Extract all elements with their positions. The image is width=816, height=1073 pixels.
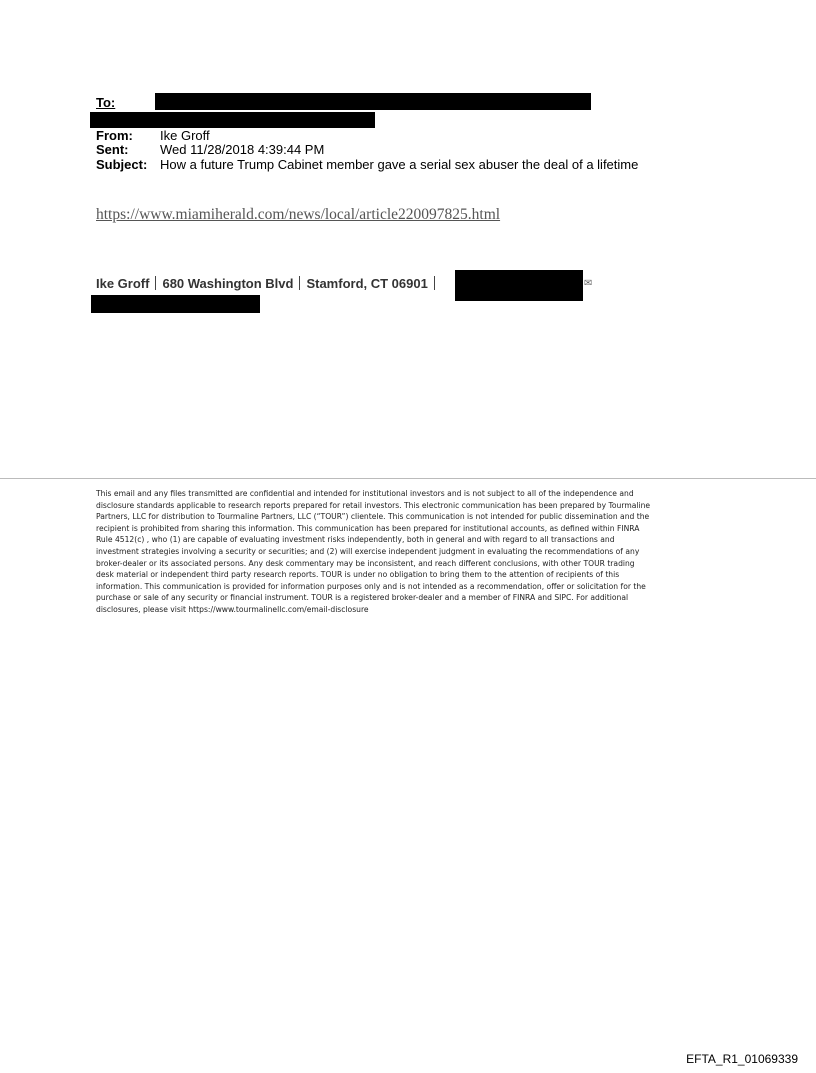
envelope-icon[interactable]: ✉	[584, 278, 593, 289]
disclaimer-line: Rule 4512(c) , who (1) are capable of evaluating investment risks independently, both in general and with regard to all transactions and	[96, 535, 615, 545]
signature-city: Stamford, CT 06901	[306, 276, 428, 291]
to-label: To:	[96, 95, 116, 110]
legal-disclaimer	[96, 488, 736, 616]
disclaimer-divider	[0, 478, 816, 479]
signature-separator	[434, 276, 435, 290]
subject-label: Subject:	[96, 157, 148, 172]
from-value: Ike Groff	[160, 128, 210, 143]
disclaimer-line: desk material or independent third party research reports. TOUR is under no obligation to bring them to the attention of recipients of this	[96, 570, 620, 580]
disclaimer-line: purchase or sale of any security or financial instrument. TOUR is a registered broker-dealer and a member of FINRA and SIPC. For additional	[96, 593, 629, 603]
article-link[interactable]: https://www.miamiherald.com/news/local/article220097825.html	[96, 206, 501, 223]
disclaimer-line: broker-dealer or its associated persons. Any desk commentary may be inconsistent, and reach different conclusions, with other TOUR trading	[96, 558, 635, 568]
disclaimer-line: disclosures, please visit https://www.tourmalinellc.com/email-disclosure	[96, 604, 369, 614]
from-label: From:	[96, 128, 133, 143]
signature-separator	[155, 276, 156, 290]
redacted-signature-line-2	[91, 295, 260, 313]
disclaimer-line: information. This communication is provided for information purposes only and is not intended as a recommendation, offer or solicitation for the	[96, 581, 646, 591]
redacted-signature-contact	[455, 270, 583, 301]
document-id: EFTA_R1_01069339	[686, 1052, 798, 1066]
disclaimer-line: Partners, LLC for distribution to Tourmaline Partners, LLC (“TOUR”) clientele. This communication is not intended for public dissemination and the	[96, 512, 650, 522]
disclaimer-line: disclosure standards applicable to research reports prepared for retail investors. This electronic communication has been prepared by Tourmaline	[96, 500, 651, 510]
signature-line	[96, 276, 441, 291]
sent-label: Sent:	[96, 142, 129, 157]
redacted-recipients-line-1	[155, 93, 591, 110]
sent-value: Wed 11/28/2018 4:39:44 PM	[160, 142, 325, 157]
disclaimer-line: recipient is prohibited from sharing this information. This communication has been prepared for institutional accounts, as defined within FINRA	[96, 523, 640, 533]
redacted-recipients-line-2	[90, 112, 375, 128]
signature-address: 680 Washington Blvd	[162, 276, 294, 291]
disclaimer-line: This email and any files transmitted are confidential and intended for institutional investors and is not subject to all of the independence and	[96, 489, 634, 498]
signature-separator	[299, 276, 300, 290]
subject-value: How a future Trump Cabinet member gave a serial sex abuser the deal of a lifetime	[160, 157, 639, 172]
signature-name: Ike Groff	[96, 276, 150, 291]
disclaimer-line: investment strategies involving a security or securities; and (2) will exercise independent judgment in evaluating the recommendations of any	[96, 546, 640, 556]
